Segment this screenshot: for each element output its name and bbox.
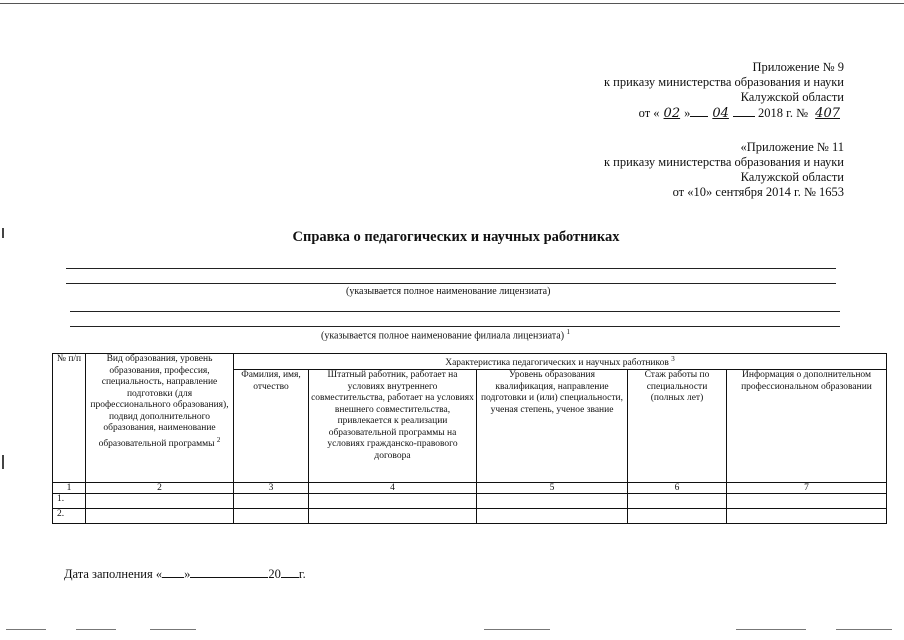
scan-bottom-dash — [76, 629, 116, 630]
document-title: Справка о педагогических и научных работниках — [292, 229, 620, 245]
handwritten-day: 02 — [663, 106, 681, 121]
footnote-mark: 2 — [216, 435, 221, 444]
appendix-9-region: Калужской области — [740, 90, 844, 104]
appendix-9-title: Приложение № 9 — [752, 60, 844, 74]
licensee-line — [66, 283, 836, 284]
scan-left-mark — [2, 455, 4, 469]
header-employment: Штатный работник, работает на условиях внутреннего совместительства, работает на условиях внешнего совместительства, привлекается к реализации образовательной программы на условиях гражданско-правового договора — [309, 370, 477, 483]
header-additional-education: Информация о дополнительном профессиональном образовании — [727, 370, 887, 483]
header-group: Характеристика педагогических и научных работников $^3$ — [234, 354, 887, 370]
header-full-name: Фамилия, имя, отчество — [234, 370, 309, 483]
table-cell — [477, 509, 628, 524]
scan-bottom-dash — [836, 629, 892, 630]
table-cell — [628, 509, 727, 524]
appendix-9-block — [604, 60, 844, 121]
table-cell — [86, 494, 234, 509]
column-number: 7 — [727, 483, 887, 494]
column-number: 5 — [477, 483, 628, 494]
row-number: 1. — [53, 494, 86, 509]
branch-line — [70, 326, 840, 327]
handwritten-number: 407 — [815, 106, 840, 121]
scan-bottom-dash — [484, 629, 550, 630]
table-row — [53, 509, 887, 524]
column-numbers-row — [53, 483, 887, 494]
appendix-11-date: от «10» сентября 2014 г. № 1653 — [672, 185, 844, 199]
table-cell — [309, 494, 477, 509]
header-qualification: Уровень образования квалификация, направление подготовки и (или) специальности, ученая степень, ученое звание — [477, 370, 628, 483]
table-cell — [628, 494, 727, 509]
licensee-caption: (указывается полное наименование лицензиата) — [346, 286, 551, 297]
header-experience: Стаж работы по специальности (полных лет) — [628, 370, 727, 483]
appendix-11-region: Калужской области — [740, 170, 844, 184]
column-number: 6 — [628, 483, 727, 494]
staff-table — [52, 353, 887, 524]
table-cell — [477, 494, 628, 509]
appendix-9-order: к приказу министерства образования и науки — [603, 75, 844, 89]
licensee-line — [66, 268, 836, 269]
table-row — [53, 494, 887, 509]
row-number: 2. — [53, 509, 86, 524]
header-number: № п/п — [53, 354, 86, 483]
table-cell — [727, 509, 887, 524]
table-cell — [234, 494, 309, 509]
scan-top-border — [0, 3, 904, 4]
table-cell — [86, 509, 234, 524]
table-cell — [234, 509, 309, 524]
column-number: 1 — [53, 483, 86, 494]
fill-date: Дата заполнения « » 20 г. — [64, 567, 306, 581]
appendix-9-date: от « 02 » 04 2018 г. № 407 — [604, 105, 844, 121]
table-cell — [727, 494, 887, 509]
appendix-11-order: к приказу министерства образования и науки — [603, 155, 844, 169]
scan-bottom-dash — [150, 629, 196, 630]
handwritten-month: 04 — [712, 106, 729, 121]
appendix-11-block — [604, 140, 844, 200]
column-number: 2 — [86, 483, 234, 494]
scan-bottom-dash — [6, 629, 46, 630]
table-cell — [309, 509, 477, 524]
branch-line — [70, 311, 840, 312]
scan-bottom-dash — [736, 629, 806, 630]
branch-caption: (указывается полное наименование филиала лицензиата) $^1$ — [321, 328, 571, 342]
footnote-mark: 1 — [566, 328, 571, 336]
header-education-type: Вид образования, уровень образования, профессия, специальность, направление подготовки (для профессионального образования), подвид дополнительного образования, наименование образовательной программы $^2$ — [86, 354, 234, 483]
column-number: 4 — [309, 483, 477, 494]
footnote-mark: 3 — [671, 355, 675, 363]
column-number: 3 — [234, 483, 309, 494]
appendix-11-title: «Приложение № 11 — [740, 140, 844, 154]
